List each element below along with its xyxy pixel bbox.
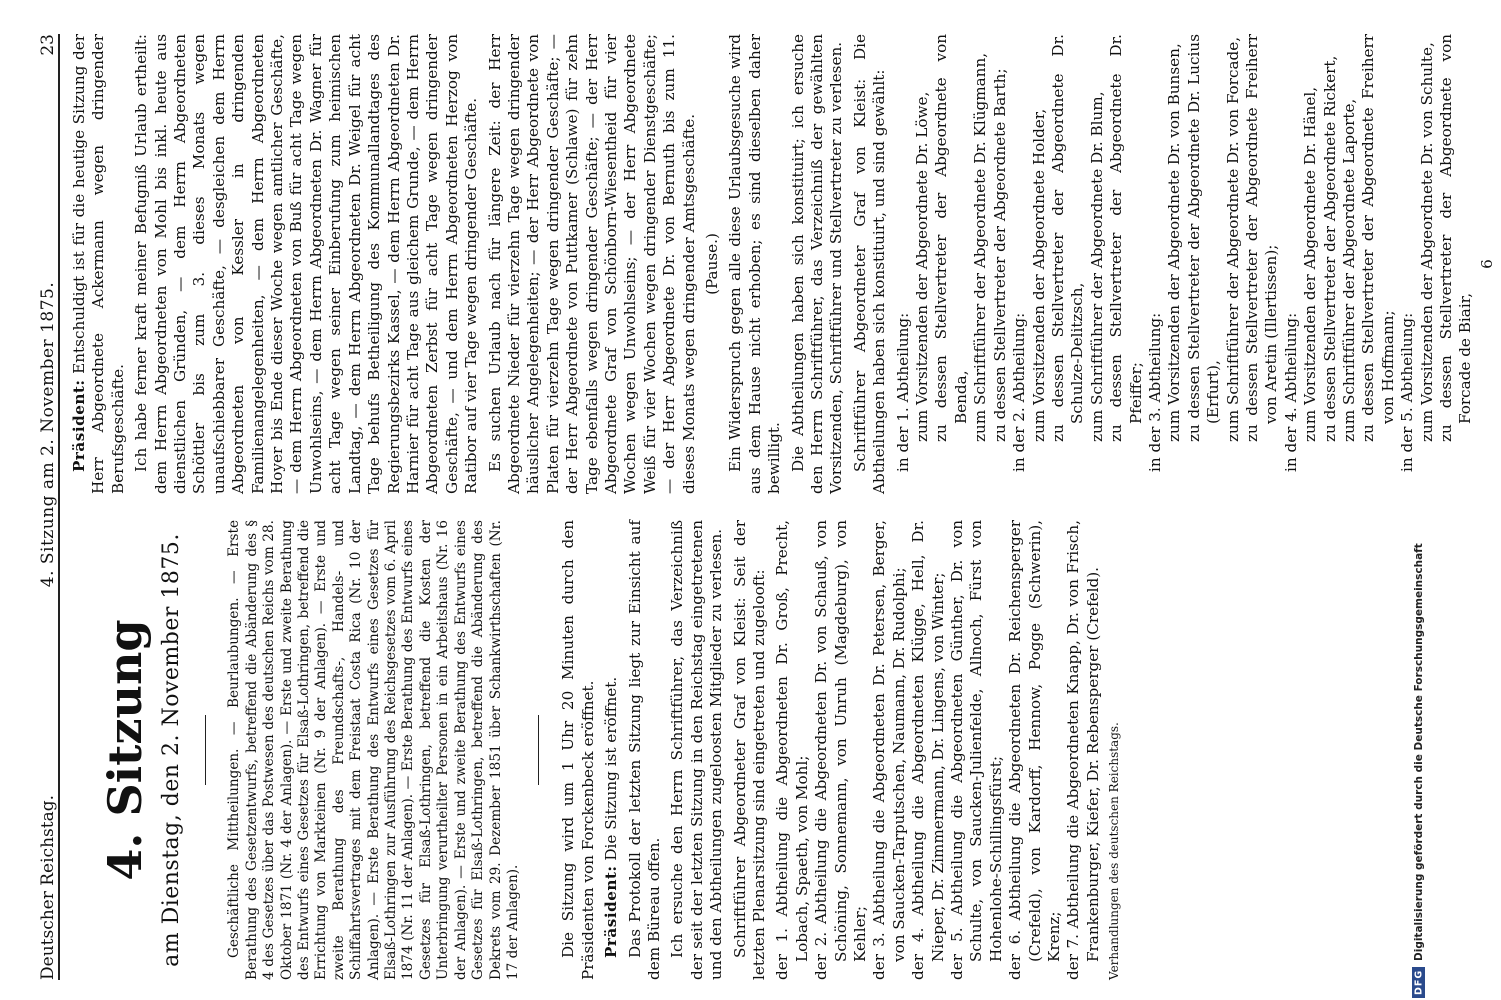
speech-text: Die Sitzung ist eröffnet. [602, 676, 621, 861]
section-list [894, 34, 1476, 494]
page-number: 23 [37, 34, 58, 56]
list-item: der 3. Abtheilung die Abgeordneten Dr. Petersen, Berger, von Saucken-Tarputschen, Naumann, Dr. Rudolphi; [870, 520, 908, 980]
footnote: Verhandlungen des deutschen Reichstags. [1107, 722, 1122, 980]
section-header: in der 5. Abtheilung: [1398, 312, 1417, 472]
section-header: in der 1. Abtheilung: [893, 312, 912, 472]
left-column [70, 520, 1501, 980]
agenda-summary: Geschäftliche Mittheilungen. — Beurlaubungen. — Erste Berathung des Gesetzentwurfs, betreffend die Abänderung des § 4 des Gesetzes über das Postwesen des deutschen Reichs vom 28. Oktober 1871 (Nr. 4 der Anlagen). — Erste und zweite Berathung des Entwurfs eines Gesetzes für Elsaß-Lothringen, betreffend die Errichtung von Markteinen (Nr. 9 der Anlagen). — Erste und zweite Berathung des Freundschafts-, Handels- und Schiffahrtsvertrages mit dem Freistaat Costa Rica (Nr. 10 der Anlagen). — Erste Berathung des Entwurfs eines Gesetzes für Elsaß-Lothringen zur Ausführung des Reichsgesetzes vom 6. April 1874 (Nr. 11 der Anlagen). — Erste Berathung des Entwurfs eines Gesetzes für Elsaß-Lothringen, betreffend die Kosten der Unterbringung verurtheilter Personen in ein Arbeitshaus (Nr. 16 der Anlagen). — Erste und zweite Berathung des Entwurfs eines Gesetzes für Elsaß-Lothringen, betreffend die Abänderung des Dekrets vom 29. Dezember 1851 über Schankwirthschaften (Nr. 17 der Anlagen). [226, 520, 521, 980]
list-item: der 2. Abtheilung die Abgeordneten Dr. von Schauß, von Schöning, Sonnemann, von Unruh (Magdeburg), von Kehler; [812, 520, 869, 980]
page-marker: 6 [1477, 259, 1496, 269]
president-paragraph [602, 520, 621, 980]
list-item: zu dessen Stellvertreter der Abgeordnete von Benda, [932, 34, 970, 442]
list-item: zum Vorsitzenden der Abgeordnete Dr. von Bunsen, [1165, 43, 1184, 442]
session-date: am Dienstag, den 2. November 1875. [159, 533, 184, 967]
list-item: zu dessen Stellvertreter der Abgeordnete von Forcade de Biair, [1437, 34, 1475, 442]
digitization-credit [1408, 8, 1430, 998]
list-item: zum Vorsitzenden der Abgeordnete Dr. Hänel, [1301, 86, 1320, 442]
list-item: zum Vorsitzenden der Abgeordnete Holder, [1029, 108, 1048, 442]
secretary-intro: Schriftführer Abgeordneter Graf von Kleist: Seit der letzten Plenarsitzung sind eingetreten und zugelooft: [730, 520, 768, 980]
list-item: zu dessen Stellvertreter der Abgeordnete Dr. Schulze-Delitzsch, [1048, 34, 1087, 442]
divider-rule [538, 715, 539, 785]
list-item: zum Schriftführer der Abgeordnete Dr. Klügmann, [971, 52, 990, 442]
objection-paragraph: Ein Widerspruch gegen alle diese Urlaubsgesuche wird aus dem Hause nicht erhoben; es sind dieselben daher bewilligt. [726, 34, 784, 494]
list-item: zum Schriftführer der Abgeordnete Laporte, [1340, 98, 1358, 442]
speech-text: Entschuldigt ist für die heutige Sitzung der Herr Abgeordnete Ackermann wegen dringender Berufsgeschäfte. [70, 33, 127, 494]
list-item: zu dessen Stellvertreter der Abgeordnete Freiherr von Aretin (Illertissen); [1242, 34, 1281, 442]
right-column [70, 34, 1501, 494]
sections-paragraph: Die Abtheilungen haben sich konstituirt; ich ersuche den Herrn Schriftführer, das Verzeichniß der gewählten Vorsitzenden, Schriftführer und Stellvertreter zu verlesen. [788, 34, 846, 494]
opening-paragraph: Die Sitzung wird um 1 Uhr 20 Minuten durch den Präsidenten von Forckenbeck eröffnet. [559, 520, 597, 980]
section-header: in der 2. Abtheilung: [1010, 312, 1029, 472]
list-item: der 7. Abtheilung die Abgeordneten Knapp, Dr. von Frisch, Frankenburger, Kiefer, Dr. Rebensperger (Crefeld). [1064, 520, 1102, 980]
list-item: zu dessen Stellvertreter der Abgeordnete Rickert, [1320, 55, 1339, 442]
list-item: zum Vorsitzenden der Abgeordnete Dr. von Schulte, [1417, 42, 1436, 442]
request-paragraph: Ich ersuche den Herrn Schriftführer, das Verzeichniß der seit der letzten Sitzung in den Reichstag eingetretenen und den Abtheilungen zugeloosten Mitglieder zu verlesen. [668, 520, 726, 980]
dfg-logo: DFG [1413, 967, 1426, 998]
credit-text: Digitalisierung gefördert durch die Deutsche Forschungsgemeinschaft [1413, 543, 1425, 961]
list-item: der 5. Abtheilung die Abgeordneten Günther, Dr. von Schulte, von Saucken-Julienfelde, Allnoch, Fürst von Hohenlohe-Schillingsfürst; [948, 520, 1005, 980]
list-item: zu dessen Stellvertreter der Abgeordnete Dr. Pfeiffer; [1107, 34, 1145, 442]
list-item: der 1. Abtheilung die Abgeordneten Dr. Groß, Precht, Lobach, Spaeth, von Mohl; [773, 520, 811, 980]
list-item: zum Schriftführer der Abgeordnete Dr. von Forcade, [1223, 36, 1242, 442]
president-paragraph [70, 34, 128, 494]
list-item: zu dessen Stellvertreter der Abgeordnete Barth; [990, 68, 1009, 442]
section-header: in der 3. Abtheilung: [1145, 312, 1164, 472]
protocol-paragraph: Das Protokoll der letzten Sitzung liegt zur Einsicht auf dem Büreau offen. [625, 520, 663, 980]
list-item: zu dessen Stellvertreter der Abgeordnete Dr. Lucius (Erfurt), [1184, 34, 1223, 442]
list-item: zum Vorsitzenden der Abgeordnete Dr. Löwe, [913, 91, 932, 442]
running-head [22, 34, 60, 980]
leave-request-paragraph: Es suchen Urlaub nach für längere Zeit: der Herr Abgeordnete Nieder für vierzehn Tage wegen dringender häuslicher Angelegenheiten; — der Herr Abgeordnete von Platen für vierzehn Tage wegen dringender Geschäfte; — der Herr Abgeordnete von Puttkamer (Schlawe) für zehn Tage ebenfalls wegen dringender Geschäfte; — der Herr Abgeordnete Graf von Schönborn-Wiesentheid für vier Wochen wegen Unwohlseins; — der Herr Abgeordnete Weiß für vier Wochen wegen dringender Dienstgeschäfte; — der Herr Abgeordnete Dr. von Bernuth bis zum 11. dieses Monats wegen dringender Amtsgeschäfte. [485, 34, 698, 494]
speaker-label: Präsident: [70, 379, 88, 472]
list-item: zu dessen Stellvertreter der Abgeordnete Freiherr von Hoffmann; [1359, 34, 1397, 442]
pause-note: (Pause.) [703, 233, 721, 295]
running-head-center: 4. Sitzung am 2. November 1875. [37, 281, 58, 588]
leave-paragraph: Ich habe ferner kraft meiner Befugniß Urlaub ertheilt: dem Herrn Abgeordneten von Mohl bis inkl. heute aus dienstlichen Gründen, — dem Herrn Abgeordneten Schöttler bis zum 3. dieses Monats wegen unaufschiebbarer Geschäfte, — desgleichen dem Herrn Abgeordneten von Kessler in dringenden Familienangelegenheiten, — dem Herrn Abgeordneten Hoyer bis Ende dieser Woche wegen amtlicher Geschäfte, — dem Herrn Abgeordneten von Buß für acht Tage wegen Unwohlseins, — dem Herrn Abgeordneten Dr. Wagner für acht Tage wegen seiner Einberufung zum heimischen Landtag, — dem Herrn Abgeordneten Dr. Weigel für acht Tage behufs Betheiligung des Kommunallandtages des Regierungsbezirks Kassel, — dem Herrn Abgeordneten Dr. Harnier für acht Tage aus gleichem Grunde, — dem Herrn Abgeordneten Zerbst für acht Tage wegen dringender Geschäfte, — und dem Herrn Abgeordneten Herzog von Ratibor auf vier Tage wegen dringender Geschäfte. [132, 34, 481, 494]
list-item: zum Schriftführer der Abgeordnete Dr. Blum, [1087, 91, 1106, 442]
speaker-label: Präsident: [602, 865, 621, 958]
secretary-paragraph: Schriftführer Abgeordneter Graf von Kleist: Die Abtheilungen haben sich konstituirt, und sind gewählt: [850, 34, 889, 494]
list-item: der 4. Abtheilung die Abgeordneten Klügge, Hell, Dr. Nieper, Dr. Zimmermann, Dr. Lingens, von Winter; [909, 520, 947, 980]
section-header: in der 4. Abtheilung: [1281, 312, 1300, 472]
divider-rule [205, 715, 206, 785]
allocation-list [773, 520, 1103, 980]
session-title: 4. Sitzung [98, 619, 152, 881]
running-head-left: Deutscher Reichstag. [37, 795, 58, 980]
list-item: der 6. Abtheilung die Abgeordneten Dr. Reichensperger (Crefeld), von Kardorff, Hennow, Pogge (Schwerin), Krenz; [1006, 520, 1064, 980]
